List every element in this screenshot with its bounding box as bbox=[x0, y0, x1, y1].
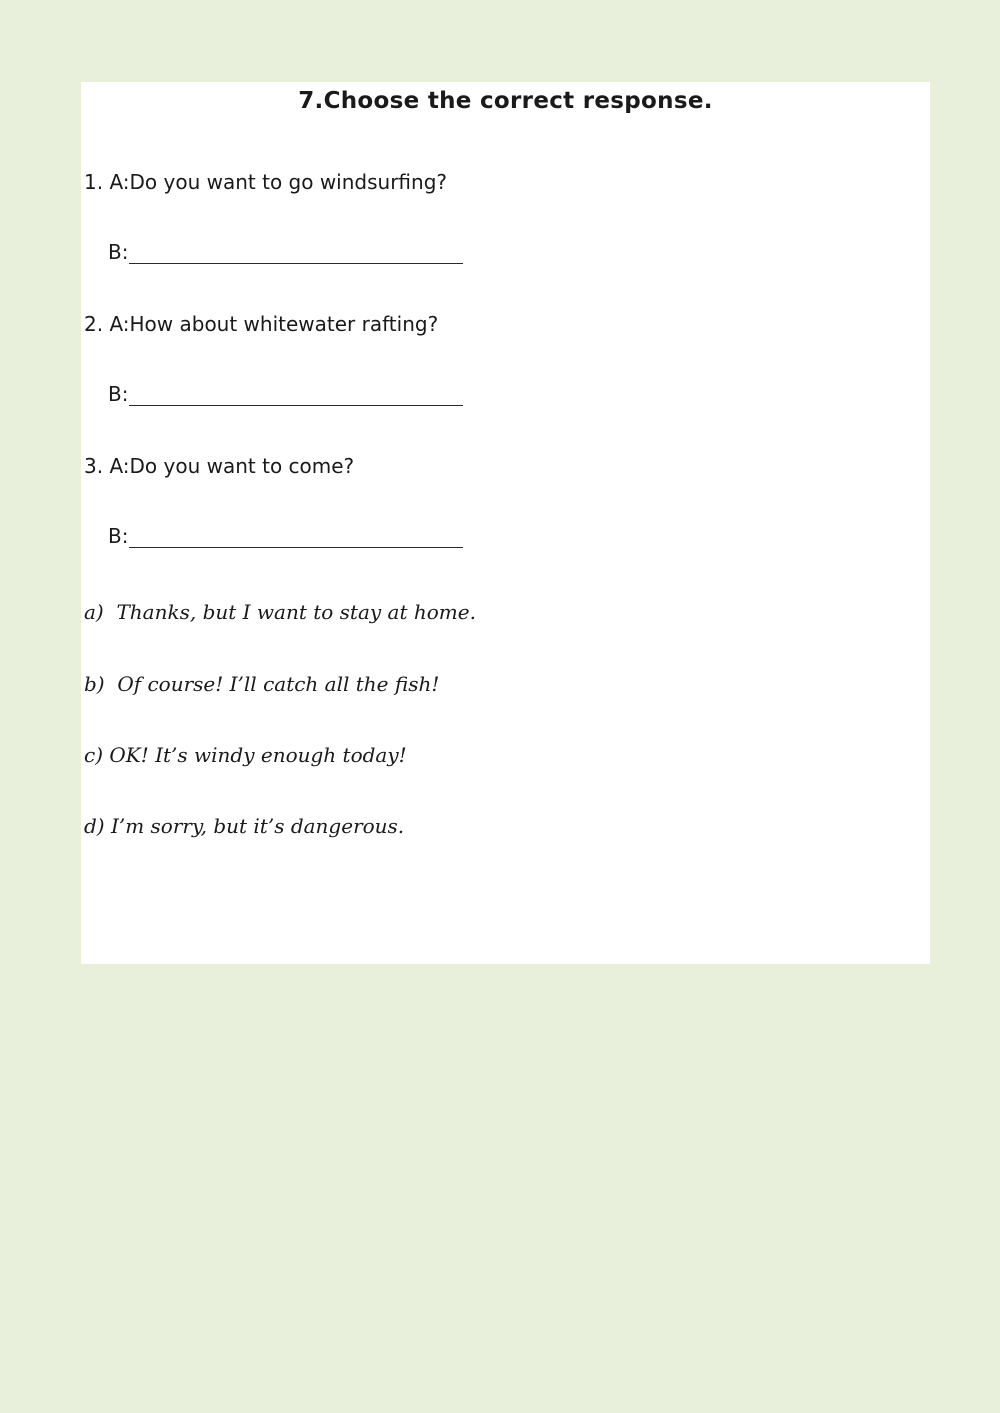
question-3: 3. A:Do you want to come? bbox=[84, 454, 355, 478]
question-1: 1. A:Do you want to go windsurfing? bbox=[84, 170, 448, 194]
answer-label: B: bbox=[108, 524, 129, 548]
answer-blank[interactable] bbox=[129, 383, 463, 406]
answer-1[interactable] bbox=[108, 240, 463, 264]
worksheet bbox=[81, 82, 930, 964]
answer-label: B: bbox=[108, 240, 129, 264]
answer-label: B: bbox=[108, 382, 129, 406]
exercise-title: 7.Choose the correct response. bbox=[298, 88, 713, 114]
question-2: 2. A:How about whitewater rafting? bbox=[84, 312, 439, 336]
option-d: d) I’m sorry, but it’s dangerous. bbox=[84, 814, 405, 838]
answer-blank[interactable] bbox=[129, 525, 463, 548]
answer-blank[interactable] bbox=[129, 241, 463, 264]
option-c: c) OK! It’s windy enough today! bbox=[84, 743, 407, 767]
option-b: b) Of course! I’ll catch all the fish! bbox=[84, 672, 440, 696]
option-a: a) Thanks, but I want to stay at home. bbox=[84, 600, 476, 624]
answer-3[interactable] bbox=[108, 524, 463, 548]
answer-2[interactable] bbox=[108, 382, 463, 406]
